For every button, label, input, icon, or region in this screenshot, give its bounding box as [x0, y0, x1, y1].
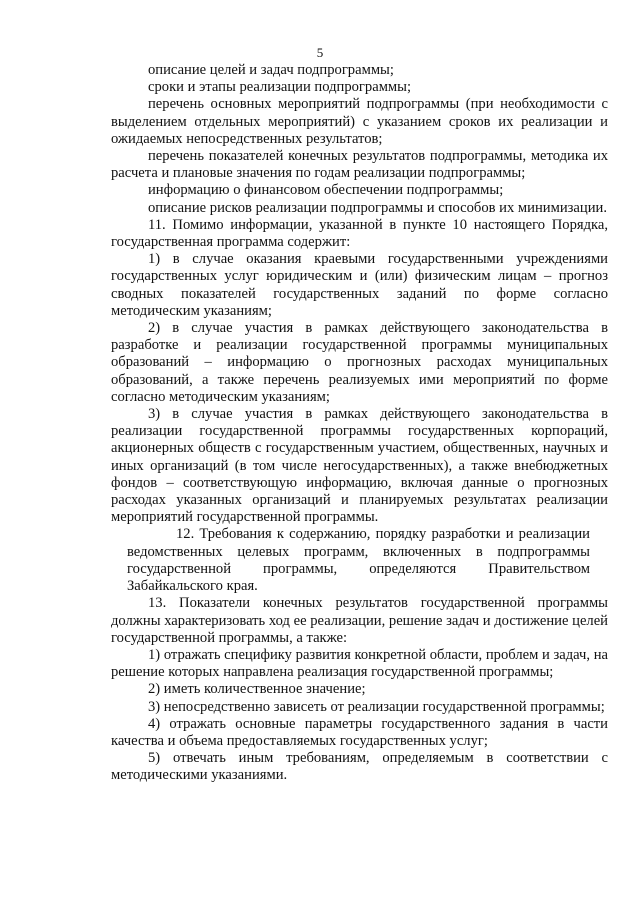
- paragraph: 3) непосредственно зависеть от реализации государственной программы;: [148, 698, 605, 715]
- paragraph: 5) отвечать иным требованиям, определяемым в соответствии с методическими указаниями.: [111, 750, 608, 784]
- paragraph: информацию о финансовом обеспечении подпрограммы;: [148, 182, 504, 199]
- paragraph: 11. Помимо информации, указанной в пункте 10 настоящего Порядка, государственная программа содержит:: [111, 216, 608, 251]
- paragraph: сроки и этапы реализации подпрограммы;: [148, 79, 412, 96]
- paragraph: 3) в случае участия в рамках действующего законодательства в реализации государственной программы государственных корпораций, акционерных обществ с государственным участием, общественных, научных и иных организаций (в том числе негосударственных), а также внебюджетных фондов – соответствующую информацию, включая данные о прогнозных расходах указанных организаций и планируемых результатах реализации мероприятий государственной программы.: [111, 406, 608, 526]
- paragraph: перечень показателей конечных результатов подпрограммы, методика их расчета и плановые значения по годам реализации подпрограммы;: [111, 148, 608, 182]
- paragraph: 12. Требования к содержанию, порядку разработки и реализации ведомственных целевых программ, включенных в подпрограммы государственной программы, определяются Правительством Забайкальского края.: [127, 526, 590, 595]
- paragraph: 1) в случае оказания краевыми государственными учреждениями государственных услуг юридическим и (или) физическим лицам – прогноз сводных показателей государственных заданий по форме согласно методическим указаниям;: [111, 251, 608, 319]
- paragraph: перечень основных мероприятий подпрограммы (при необходимости с выделением отдельных мероприятий) с указанием сроков их реализации и ожидаемых непосредственных результатов;: [111, 96, 608, 147]
- paragraph: 1) отражать специфику развития конкретной области, проблем и задач, на решение которых направлена реализация государственной программы;: [111, 646, 608, 681]
- paragraph: 2) в случае участия в рамках действующего законодательства в разработке и реализации государственной программы муниципальных образований – информацию о прогнозных расходах муниципальных образований, а также перечень реализуемых ими мероприятий по форме согласно методическим указаниям;: [111, 320, 608, 405]
- paragraph: описание целей и задач подпрограммы;: [148, 62, 394, 78]
- paragraph: 2) иметь количественное значение;: [148, 681, 366, 698]
- paragraph: 13. Показатели конечных результатов государственной программы должны характеризовать ход ее реализации, решение задач и достижение целей государственной программы, а также:: [111, 595, 608, 646]
- paragraph: 4) отражать основные параметры государственного задания в части качества и объема предоставляемых государственных услуг;: [111, 715, 608, 749]
- paragraph: описание рисков реализации подпрограммы и способов их минимизации.: [148, 199, 607, 216]
- page-number: 5: [316, 45, 324, 60]
- document-body: [111, 62, 608, 785]
